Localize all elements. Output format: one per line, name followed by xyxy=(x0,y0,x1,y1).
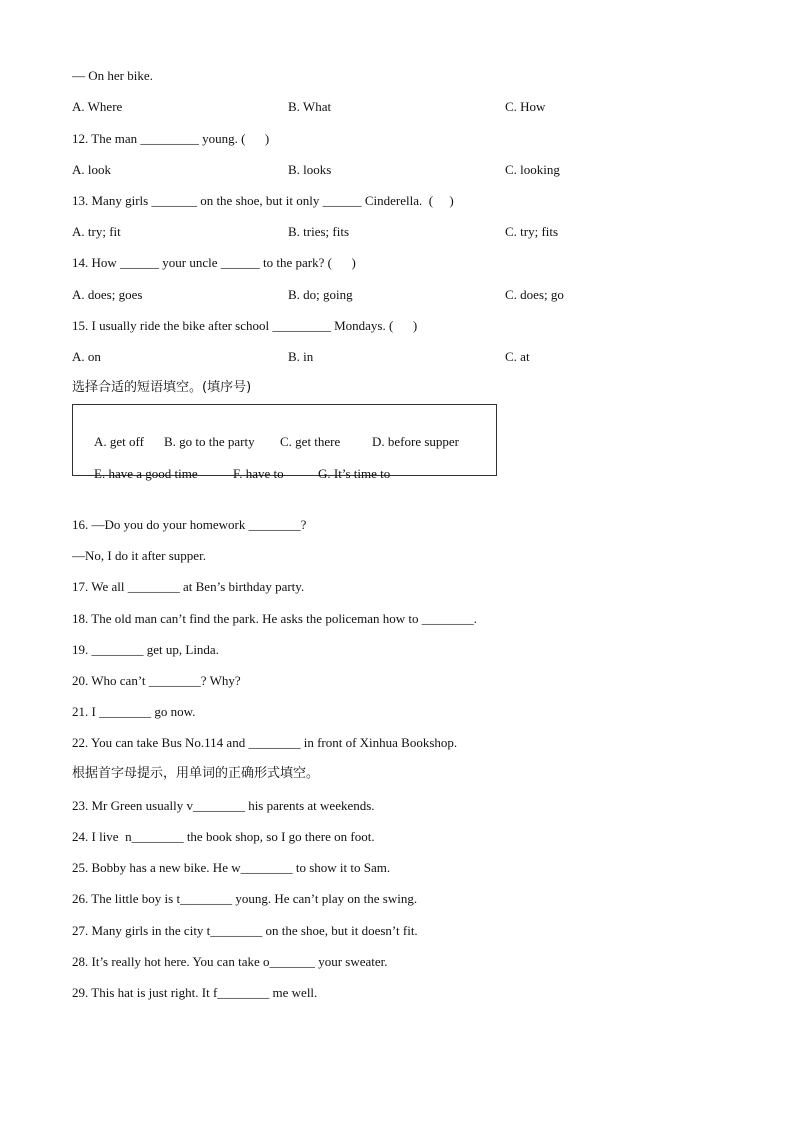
q15-option-a: A. on xyxy=(72,349,101,364)
section3-heading: 根据首字母提示，用单词的正确形式填空。 xyxy=(72,766,320,781)
q13-option-c: C. try; fits xyxy=(505,224,559,239)
q24-stem: 24. I live n________ the book shop, so I go there on foot. xyxy=(72,829,375,844)
phrase-d: D. before supper xyxy=(372,434,459,449)
q15-option-b: B. in xyxy=(288,349,314,364)
q12-option-b: B. looks xyxy=(288,162,332,177)
q20-stem: 20. Who can’t ________? Why? xyxy=(72,673,241,688)
q29-stem: 29. This hat is just right. It f________ me well. xyxy=(72,985,318,1000)
phrase-f: F. have to xyxy=(233,466,284,481)
phrase-g: G. It’s time to xyxy=(318,466,391,481)
q15-stem: 15. I usually ride the bike after school _________ Mondays. ( ) xyxy=(72,318,418,333)
q19-stem: 19. ________ get up, Linda. xyxy=(72,642,219,657)
q16-stem: 16. —Do you do your homework ________? xyxy=(72,517,307,532)
q14-option-b: B. do; going xyxy=(288,287,353,302)
phrase-row-2 xyxy=(81,450,390,498)
q17-stem: 17. We all ________ at Ben’s birthday party. xyxy=(72,579,305,594)
q13-option-b: B. tries; fits xyxy=(288,224,350,239)
phrase-c: C. get there xyxy=(280,434,341,449)
q13-stem: 13. Many girls _______ on the shoe, but it only ______ Cinderella. ( ) xyxy=(72,193,454,208)
q12-option-a: A. look xyxy=(72,162,111,177)
q14-option-a: A. does; goes xyxy=(72,287,143,302)
section2-heading: 选择合适的短语填空。(填序号) xyxy=(72,380,252,395)
q18-stem: 18. The old man can’t find the park. He asks the policeman how to ________. xyxy=(72,611,477,626)
q13-option-a: A. try; fit xyxy=(72,224,121,239)
q12-option-c: C. looking xyxy=(505,162,560,177)
q21-stem: 21. I ________ go now. xyxy=(72,704,196,719)
q11-option-c: C. How xyxy=(505,99,546,114)
q14-option-c: C. does; go xyxy=(505,287,564,302)
q23-stem: 23. Mr Green usually v________ his parents at weekends. xyxy=(72,798,375,813)
q28-stem: 28. It’s really hot here. You can take o_______ your sweater. xyxy=(72,954,388,969)
q11-option-a: A. Where xyxy=(72,99,123,114)
q15-option-c: C. at xyxy=(505,349,530,364)
q11-answer-line: — On her bike. xyxy=(72,68,153,83)
q11-option-b: B. What xyxy=(288,99,332,114)
phrase-e: E. have a good time xyxy=(94,466,198,481)
q26-stem: 26. The little boy is t________ young. He can’t play on the swing. xyxy=(72,891,418,906)
q16-reply: —No, I do it after supper. xyxy=(72,548,206,563)
q22-stem: 22. You can take Bus No.114 and ________ in front of Xinhua Bookshop. xyxy=(72,735,458,750)
q25-stem: 25. Bobby has a new bike. He w________ to show it to Sam. xyxy=(72,860,391,875)
q14-stem: 14. How ______ your uncle ______ to the park? ( ) xyxy=(72,255,356,270)
q27-stem: 27. Many girls in the city t________ on the shoe, but it doesn’t fit. xyxy=(72,923,418,938)
phrase-a: A. get off xyxy=(94,434,144,449)
q12-stem: 12. The man _________ young. ( ) xyxy=(72,131,270,146)
phrase-box xyxy=(72,404,497,481)
phrase-b: B. go to the party xyxy=(164,434,255,449)
